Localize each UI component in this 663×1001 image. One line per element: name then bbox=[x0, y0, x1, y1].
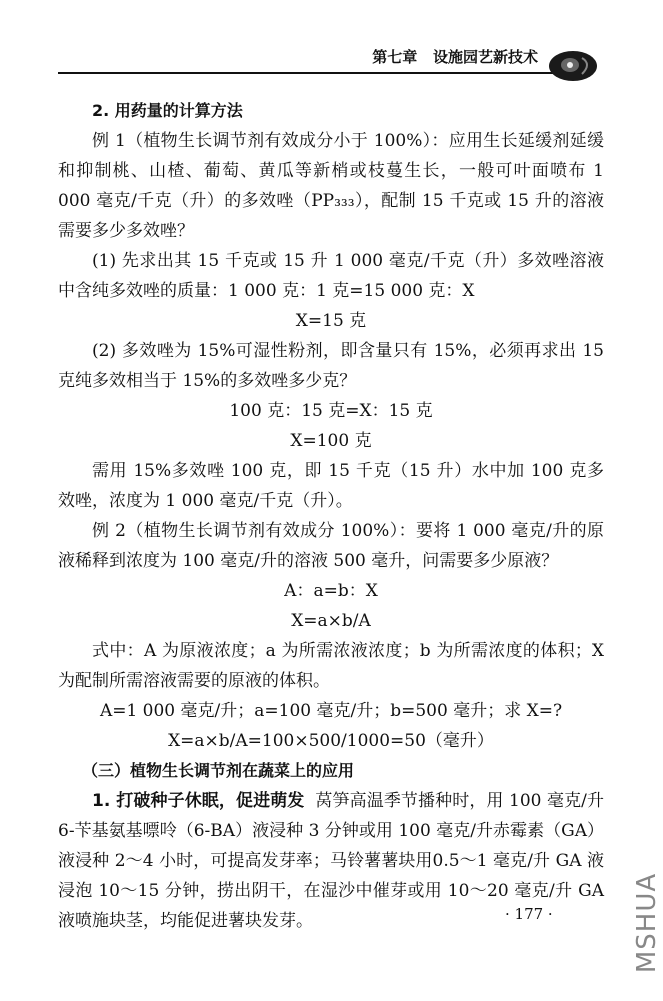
item1-lead: 1. 打破种子休眠，促进萌发 bbox=[92, 791, 305, 811]
page-body bbox=[58, 96, 604, 936]
chapter-title: 设施园艺新技术 bbox=[432, 48, 538, 66]
example1-step1: (1) 先求出其 15 千克或 15 升 1 000 毫克/千克（升）多效唑溶液中含纯多效唑的质量：1 000 克：1 克=15 000 克：X bbox=[58, 251, 604, 301]
example1-intro: 例 1（植物生长调节剂有效成分小于 100%）：应用生长延缓剂延缓和抑制桃、山楂、葡萄、黄瓜等新梢或枝蔓生长，一般可叶面喷布 1 000 毫克/千克（升）的多效唑（PP₃₃₃），配制 15 千克或 15 升的溶液需要多少多效唑？ bbox=[58, 131, 604, 241]
watermark bbox=[628, 868, 662, 978]
example1-equation-3: X=100 克 bbox=[290, 431, 372, 451]
running-head bbox=[372, 46, 538, 67]
example1-step2: (2) 多效唑为 15%可湿性粉剂，即含量只有 15%，必须再求出 15 克纯多效相当于 15%的多效唑多少克？ bbox=[58, 341, 604, 391]
watermark-text: MSHUA bbox=[632, 872, 662, 974]
example2-equation-1: A：a=b：X bbox=[284, 581, 378, 601]
example2-equation-2: X=a×b/A bbox=[291, 611, 371, 631]
example1-equation-2: 100 克：15 克=X：15 克 bbox=[229, 401, 433, 421]
example2-answer: X=a×b/A=100×500/1000=50（毫升） bbox=[168, 731, 494, 751]
example2-legend: 式中：A 为原液浓度；a 为所需浓液浓度；b 为所需浓度的体积；X 为配制所需溶液需要的原液的体积。 bbox=[58, 641, 604, 691]
subsection-title: （三）植物生长调节剂在蔬菜上的应用 bbox=[82, 761, 355, 780]
example1-equation-1: X=15 克 bbox=[295, 311, 367, 331]
example1-conclusion: 需用 15%多效唑 100 克，即 15 千克（15 升）水中加 100 克多效唑，浓度为 1 000 毫克/千克（升）。 bbox=[58, 461, 604, 511]
header-rule bbox=[58, 72, 566, 74]
chapter-label: 第七章 bbox=[372, 48, 418, 66]
example2-intro: 例 2（植物生长调节剂有效成分 100%）：要将 1 000 毫克/升的原液稀释到浓度为 100 毫克/升的溶液 500 毫升，问需要多少原液？ bbox=[58, 521, 604, 571]
section-title: 2. 用药量的计算方法 bbox=[92, 101, 243, 120]
page-number: · 177 · bbox=[505, 905, 553, 923]
page-header bbox=[58, 40, 598, 82]
item1-text: 莴笋高温季节播种时，用 100 毫克/升 6-苄基氨基嘌呤（6-BA）液浸种 3 分钟或用 100 毫克/升赤霉素（GA）液浸种 2～4 小时，可提高发芽率；马铃薯薯块用0.5～1 毫克/升 GA 液浸泡 10～15 分钟，捞出阴干，在湿沙中催芽或用 10～20 毫克/升 GA 液喷施块茎，均能促进薯块发芽。 bbox=[58, 791, 604, 931]
example2-given: A=1 000 毫克/升；a=100 毫克/升；b=500 毫升；求 X=? bbox=[99, 701, 563, 721]
chapter-emblem-icon bbox=[548, 50, 598, 82]
